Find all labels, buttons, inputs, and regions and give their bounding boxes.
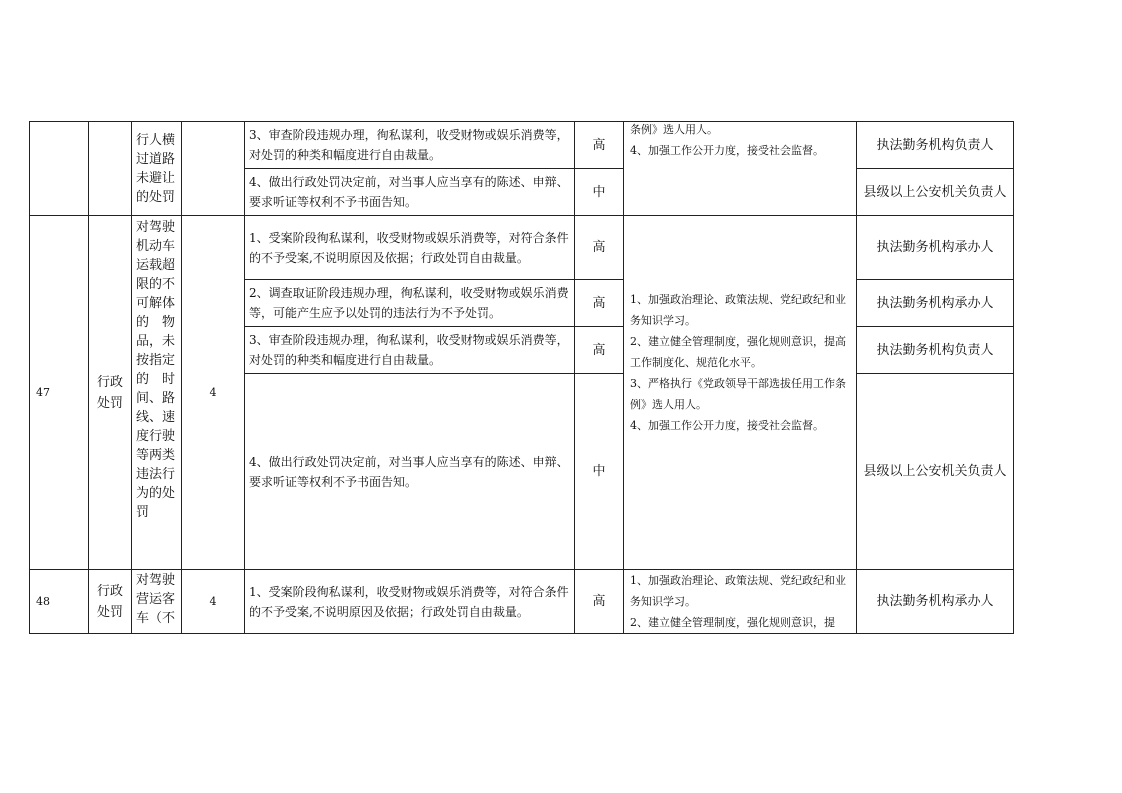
responsible-person: 执法勤务机构负责人: [857, 122, 1014, 169]
risk-count: [182, 122, 245, 216]
power-type: 行政处罚: [89, 216, 132, 570]
row-number: [30, 122, 89, 216]
table-row: [30, 122, 1014, 169]
prevention-measures: [624, 570, 857, 634]
risk-point: 2、调查取证阶段违规办理，徇私谋利，收受财物或娱乐消费等，可能产生应予以处罚的违法行为不予处罚。: [245, 280, 575, 327]
row-number: 47: [30, 216, 89, 570]
table-row: [30, 570, 1014, 634]
risk-table: [29, 121, 1014, 634]
measures-text: 1、加强政治理论、政策法规、党纪政纪和业务知识学习。 2、建立健全管理制度，强化规则意识，提: [630, 574, 846, 629]
power-item: 对驾驶机动车运载超限的不可解体的 物品，未按指定的 时间、路线、速度行驶等两类违法行为的处罚: [132, 216, 182, 570]
row-number: 48: [30, 570, 89, 634]
risk-level: 高: [575, 570, 624, 634]
power-item: 对驾驶营运客车（不: [132, 570, 182, 634]
risk-level: 高: [575, 280, 624, 327]
risk-level: 高: [575, 216, 624, 280]
table-row: [30, 216, 1014, 280]
power-type: [89, 122, 132, 216]
risk-point: 3、审查阶段违规办理，徇私谋利，收受财物或娱乐消费等，对处罚的种类和幅度进行自由裁量。: [245, 327, 575, 374]
responsible-person: 执法勤务机构负责人: [857, 327, 1014, 374]
risk-point: 1、受案阶段徇私谋利，收受财物或娱乐消费等，对符合条件的不予受案,不说明原因及依据；行政处罚自由裁量。: [245, 216, 575, 280]
risk-count: 4: [182, 216, 245, 570]
risk-point: 4、做出行政处罚决定前，对当事人应当享有的陈述、申辩、要求听证等权利不予书面告知。: [245, 374, 575, 570]
risk-point: 1、受案阶段徇私谋利，收受财物或娱乐消费等，对符合条件的不予受案,不说明原因及依据；行政处罚自由裁量。: [245, 570, 575, 634]
risk-level: 中: [575, 374, 624, 570]
risk-point: 3、审查阶段违规办理，徇私谋利，收受财物或娱乐消费等，对处罚的种类和幅度进行自由裁量。: [245, 122, 575, 169]
responsible-person: 执法勤务机构承办人: [857, 280, 1014, 327]
risk-level: 中: [575, 169, 624, 216]
responsible-person: 执法勤务机构承办人: [857, 570, 1014, 634]
power-item: 行人横过道路未避让的处罚: [132, 122, 182, 216]
power-type: 行政处罚: [89, 570, 132, 634]
measures-text: 1、加强政治理论、政策法规、党纪政纪和业务知识学习。 2、建立健全管理制度，强化规则意识，提高工作制度化、规范化水平。 3、严格执行《党政领导干部选拔任用工作条例》选人用人。 4、加强工作公开力度，接受社会监督。: [630, 293, 846, 432]
measures-text: 条例》选人用人。 4、加强工作公开力度，接受社会监督。: [630, 123, 824, 157]
risk-point: 4、做出行政处罚决定前，对当事人应当享有的陈述、申辩、要求听证等权利不予书面告知。: [245, 169, 575, 216]
responsible-person: 县级以上公安机关负责人: [857, 374, 1014, 570]
prevention-measures: [624, 122, 857, 216]
risk-level: 高: [575, 122, 624, 169]
prevention-measures: [624, 216, 857, 570]
responsible-person: 县级以上公安机关负责人: [857, 169, 1014, 216]
risk-level: 高: [575, 327, 624, 374]
risk-count: 4: [182, 570, 245, 634]
responsible-person: 执法勤务机构承办人: [857, 216, 1014, 280]
